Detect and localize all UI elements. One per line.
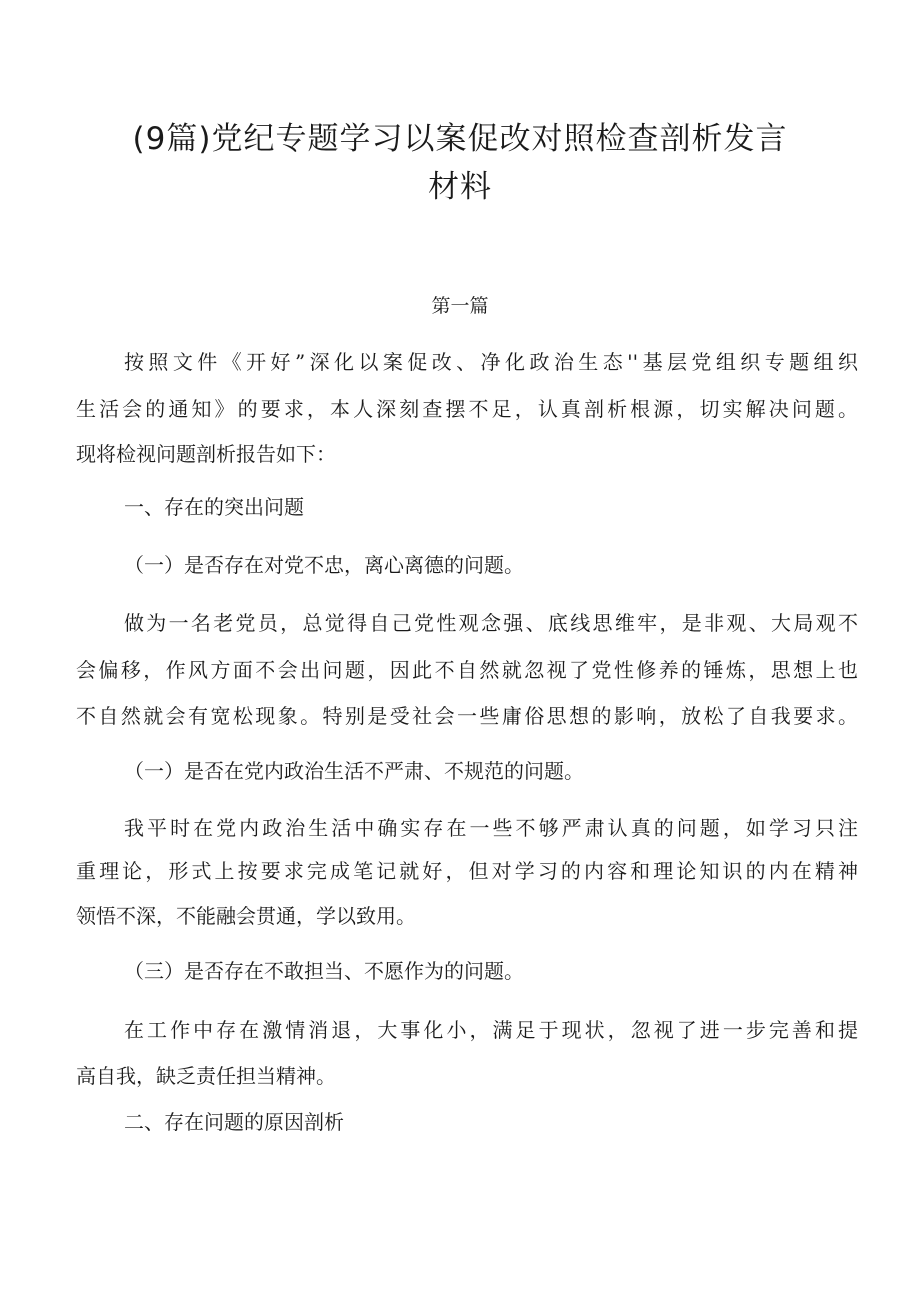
document-title-line-1: (9篇)党纪专题学习以案促改对照检查剖析发言: [132, 121, 788, 157]
section-heading-first: 第一篇: [431, 295, 489, 317]
paragraph-line: 现将检视问题剖析报告如下：: [76, 442, 336, 466]
paragraph-line: 不自然就会有宽松现象。特别是受社会一些庸俗思想的影响，放松了自我要求。: [76, 704, 858, 728]
paragraph-line: 在工作中存在激情消退，大事化小，满足于现状，忽视了进一步完善和提: [124, 1018, 858, 1042]
subsection-heading: （三）是否存在不敢担当、不愿作为的问题。: [124, 959, 524, 983]
paragraph-line: 按照文件《开好”深化以案促改、净化政治生态''基层党组织专题组织: [124, 350, 858, 374]
paragraph-line: 领悟不深，不能融会贯通，学以致用。: [76, 904, 416, 928]
section-heading: 一、存在的突出问题: [124, 495, 304, 519]
paragraph-line: 我平时在党内政治生活中确实存在一些不够严肃认真的问题，如学习只注: [124, 816, 858, 840]
subsection-heading: （一）是否存在对党不忠，离心离德的问题。: [124, 553, 524, 577]
paragraph-line: 会偏移，作风方面不会出问题，因此不自然就忽视了党性修养的锤炼，思想上也: [76, 658, 858, 682]
section-heading: 二、存在问题的原因剖析: [124, 1110, 344, 1134]
paragraph-line: 高自我，缺乏责任担当精神。: [76, 1064, 336, 1088]
document-title-line-2: 材料: [428, 169, 492, 205]
subsection-heading: （一）是否在党内政治生活不严肃、不规范的问题。: [124, 759, 584, 783]
paragraph-line: 做为一名老党员，总觉得自己党性观念强、底线思维牢，是非观、大局观不: [124, 611, 858, 635]
paragraph-line: 生活会的通知》的要求，本人深刻查摆不足，认真剖析根源，切实解决问题。: [76, 397, 858, 421]
paragraph-line: 重理论，形式上按要求完成笔记就好，但对学习的内容和理论知识的内在精神: [76, 859, 858, 883]
